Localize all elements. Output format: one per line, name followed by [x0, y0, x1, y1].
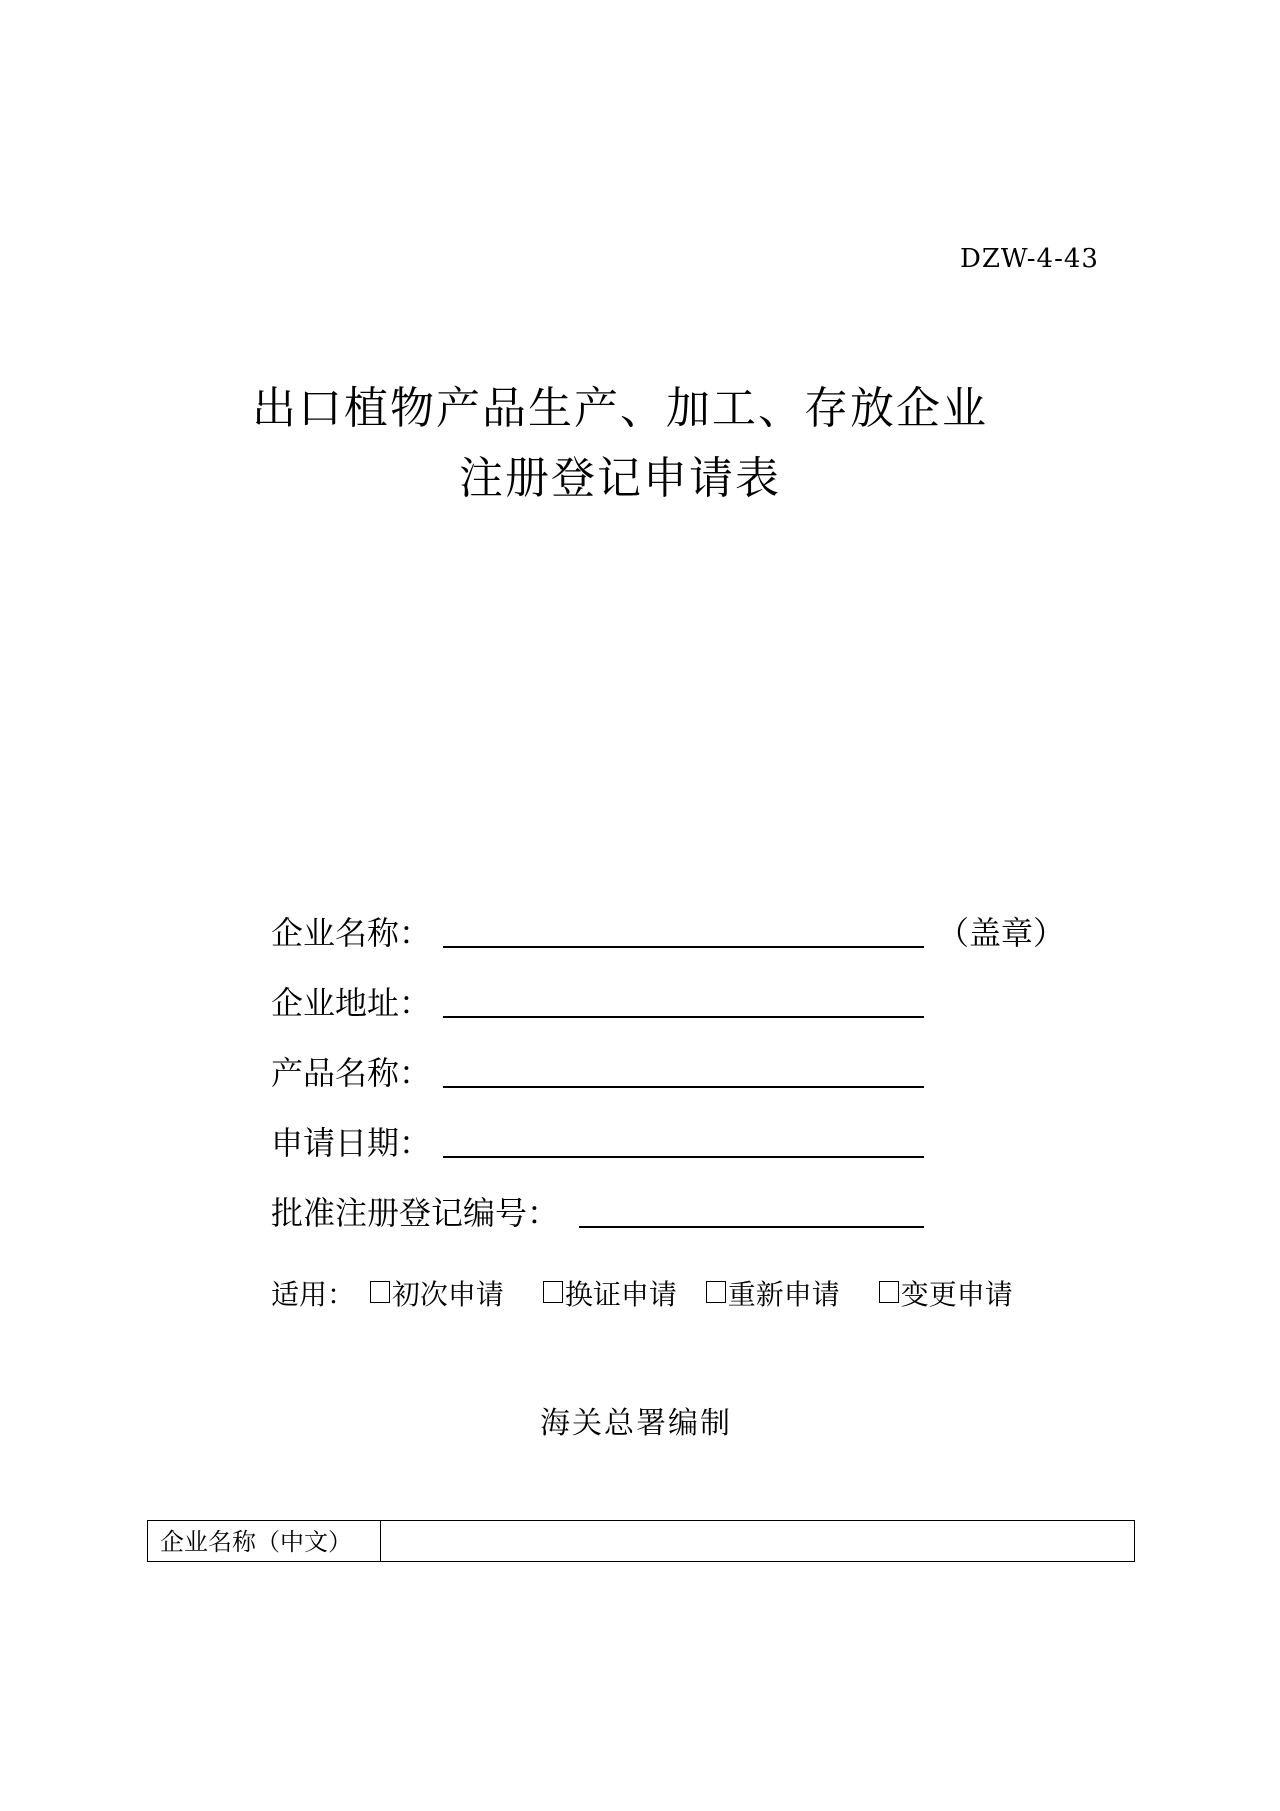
company-info-table — [147, 1520, 1135, 1562]
form-title: 出口植物产品生产、加工、存放企业 — [252, 383, 988, 434]
option-initial[interactable] — [370, 1273, 504, 1313]
form-subtitle: 注册登记申请表 — [459, 453, 781, 504]
field-label-product-name: 产品名称： — [271, 1054, 432, 1092]
option-renewal-label: 换证申请 — [564, 1278, 677, 1311]
document-code: DZW-4-43 — [960, 244, 1099, 274]
option-change-label: 变更申请 — [900, 1278, 1013, 1311]
application-type — [271, 1273, 1013, 1313]
checkbox-initial[interactable] — [370, 1281, 390, 1303]
table-cell-company-name-cn-value[interactable] — [381, 1521, 1134, 1561]
option-renewal[interactable] — [543, 1273, 677, 1313]
field-label-registration-number: 批准注册登记编号： — [271, 1194, 560, 1232]
compiler-note: 海关总署编制 — [540, 1406, 732, 1441]
field-label-application-date: 申请日期： — [271, 1124, 432, 1162]
checkbox-change[interactable] — [879, 1281, 899, 1303]
option-reapply-label: 重新申请 — [727, 1278, 840, 1311]
option-initial-label: 初次申请 — [391, 1278, 504, 1311]
checkbox-reapply[interactable] — [706, 1281, 726, 1303]
company-name-input[interactable] — [443, 946, 924, 948]
option-change[interactable] — [879, 1273, 1013, 1313]
company-address-input[interactable] — [443, 1016, 924, 1018]
field-label-company-address: 企业地址： — [271, 984, 432, 1022]
registration-number-input[interactable] — [579, 1226, 924, 1228]
seal-note: （盖章） — [937, 914, 1066, 952]
application-date-input[interactable] — [443, 1156, 924, 1158]
application-type-label: 适用： — [271, 1278, 356, 1311]
field-label-company-name: 企业名称： — [271, 914, 432, 952]
product-name-input[interactable] — [443, 1086, 924, 1088]
table-cell-company-name-cn-label: 企业名称（中文） — [148, 1521, 381, 1561]
checkbox-renewal[interactable] — [543, 1281, 563, 1303]
option-reapply[interactable] — [706, 1273, 840, 1313]
